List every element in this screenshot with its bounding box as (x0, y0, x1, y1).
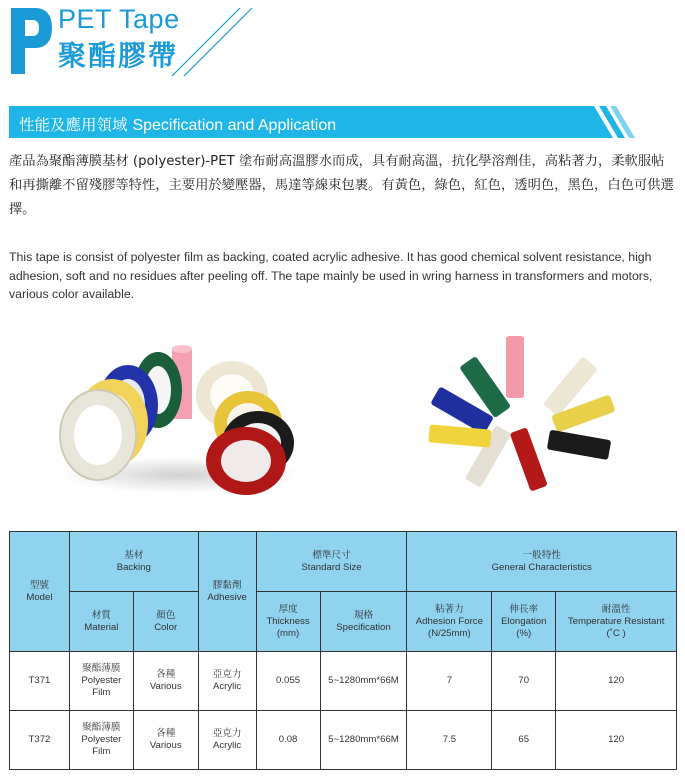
header-general-characteristics: 一般特性 General Characteristics (407, 532, 677, 592)
cell-model: T371 (10, 652, 70, 711)
cell-adhesion: 7 (407, 652, 492, 711)
header-standard-size: 標準尺寸 Standard Size (256, 532, 407, 592)
table-header-row-1 (10, 532, 677, 592)
decorative-slashes (170, 6, 260, 78)
description-chinese: 產品為聚酯薄膜基材 (polyester)-PET 塗布耐高溫膠水而成，具有耐高溫，抗化學溶劑佳，高粘著力，柔軟服帖和再撕離不留殘膠等特性，主要用於變壓器，馬達等線束包裹。有黃色，綠色，紅色，透明色，黑色，白色可供選擇。 (9, 154, 674, 217)
cell-material: 聚酯薄膜 Polyester Film (69, 711, 133, 770)
cell-color: 各種 Various (133, 711, 198, 770)
tape-rolls-fanned-image (420, 330, 660, 500)
header-material: 材質 Material (69, 592, 133, 652)
header-color: 顏色 Color (133, 592, 198, 652)
table-row (10, 652, 677, 711)
cell-temperature: 120 (556, 711, 677, 770)
cell-specification: 5~1280mm*66M (320, 711, 407, 770)
table-header-row-2 (10, 592, 677, 652)
description-english: This tape is consist of polyester film as backing, coated acrylic adhesive. It has good chemical solvent resistance, high adhesion, soft and no residues after peeling off. The tape mainly be used in wring harness in transformers and motors, various color available. (9, 250, 653, 301)
cell-elongation: 65 (492, 711, 556, 770)
cell-color: 各種 Various (133, 652, 198, 711)
cell-elongation: 70 (492, 652, 556, 711)
section-banner (9, 106, 637, 138)
cell-temperature: 120 (556, 652, 677, 711)
section-title (19, 113, 336, 135)
header-specification: 規格 Specification (320, 592, 407, 652)
header-backing: 基材 Backing (69, 532, 198, 592)
cell-adhesion: 7.5 (407, 711, 492, 770)
section-title-en: Specification and Application (132, 117, 337, 134)
cell-adhesive: 亞克力 Acrylic (198, 652, 256, 711)
header-model: 型號 Model (10, 532, 70, 652)
tape-rolls-stacked-image (50, 335, 310, 495)
header-temperature-resistant: 耐溫性 Temperature Resistant (˚C ) (556, 592, 677, 652)
cell-thickness: 0.08 (256, 711, 320, 770)
specification-table (9, 531, 677, 770)
cell-specification: 5~1280mm*66M (320, 652, 407, 711)
table-row (10, 711, 677, 770)
logo-p-mark (9, 6, 53, 76)
cell-model: T372 (10, 711, 70, 770)
header-thickness: 厚度 Thickness (mm) (256, 592, 320, 652)
cell-material: 聚酯薄膜 Polyester Film (69, 652, 133, 711)
section-title-zh: 性能及應用領域 (19, 116, 128, 134)
header-adhesion-force: 粘著力 Adhesion Force (N/25mm) (407, 592, 492, 652)
cell-adhesive: 亞克力 Acrylic (198, 711, 256, 770)
title-english: PET Tape (58, 4, 180, 34)
header-elongation: 伸長率 Elongation (%) (492, 592, 556, 652)
title-chinese: 聚酯膠帶 (58, 39, 179, 72)
cell-thickness: 0.055 (256, 652, 320, 711)
header-adhesive: 膠黏劑 Adhesive (198, 532, 256, 652)
